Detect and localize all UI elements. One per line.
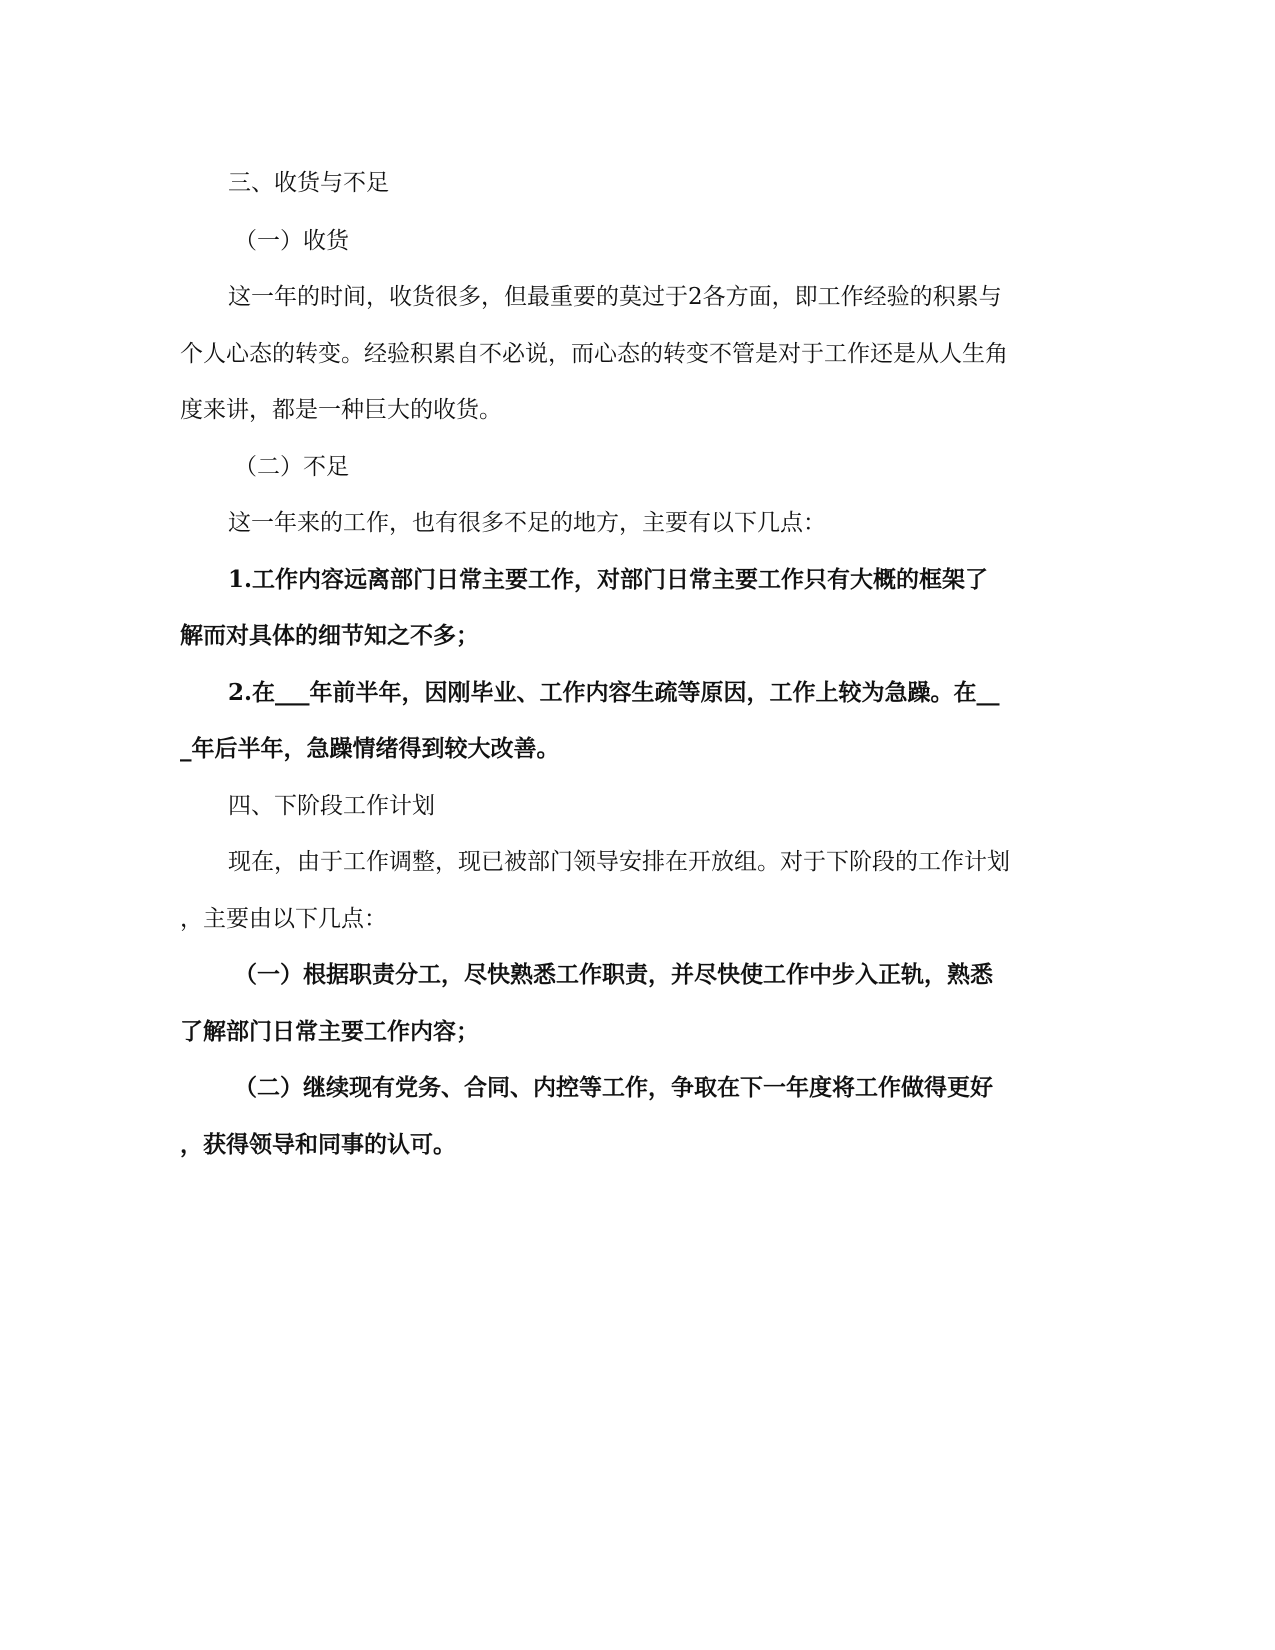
list-item-2-cont: _年后半年，急躁情绪得到较大改善。 bbox=[180, 735, 560, 762]
list-item-1-cont: 解而对具体的细节知之不多； bbox=[180, 622, 479, 649]
subheading-gains: （一）收货 bbox=[234, 228, 349, 254]
plan-item-1-cont: 了解部门日常主要工作内容； bbox=[180, 1018, 479, 1045]
section-heading-4: 四、下阶段工作计划 bbox=[228, 793, 435, 819]
paragraph-line: 个人心态的转变。经验积累自不必说，而心态的转变不管是对于工作还是从人生角 bbox=[180, 341, 1008, 367]
paragraph-line: 这一年来的工作，也有很多不足的地方，主要有以下几点： bbox=[228, 510, 826, 536]
subheading-shortcomings: （二）不足 bbox=[234, 454, 349, 480]
list-item-2: 2.在___年前半年，因刚毕业、工作内容生疏等原因，工作上较为急躁。在__ bbox=[228, 679, 1000, 706]
plan-item-1: （一）根据职责分工，尽快熟悉工作职责，并尽快使工作中步入正轨，熟悉 bbox=[234, 961, 993, 988]
paragraph-line: 度来讲，都是一种巨大的收货。 bbox=[180, 397, 502, 423]
paragraph-line: ，主要由以下几点： bbox=[180, 906, 387, 932]
paragraph-line: 这一年的时间，收货很多，但最重要的莫过于2各方面，即工作经验的积累与 bbox=[228, 284, 1002, 310]
plan-item-2: （二）继续现有党务、合同、内控等工作，争取在下一年度将工作做得更好 bbox=[234, 1074, 993, 1101]
plan-item-2-cont: ，获得领导和同事的认可。 bbox=[180, 1131, 456, 1158]
list-item-1: 1.工作内容远离部门日常主要工作，对部门日常主要工作只有大概的框架了 bbox=[228, 566, 989, 593]
paragraph-line: 现在，由于工作调整，现已被部门领导安排在开放组。对于下阶段的工作计划 bbox=[228, 849, 1010, 875]
section-heading-3: 三、收货与不足 bbox=[228, 170, 389, 196]
